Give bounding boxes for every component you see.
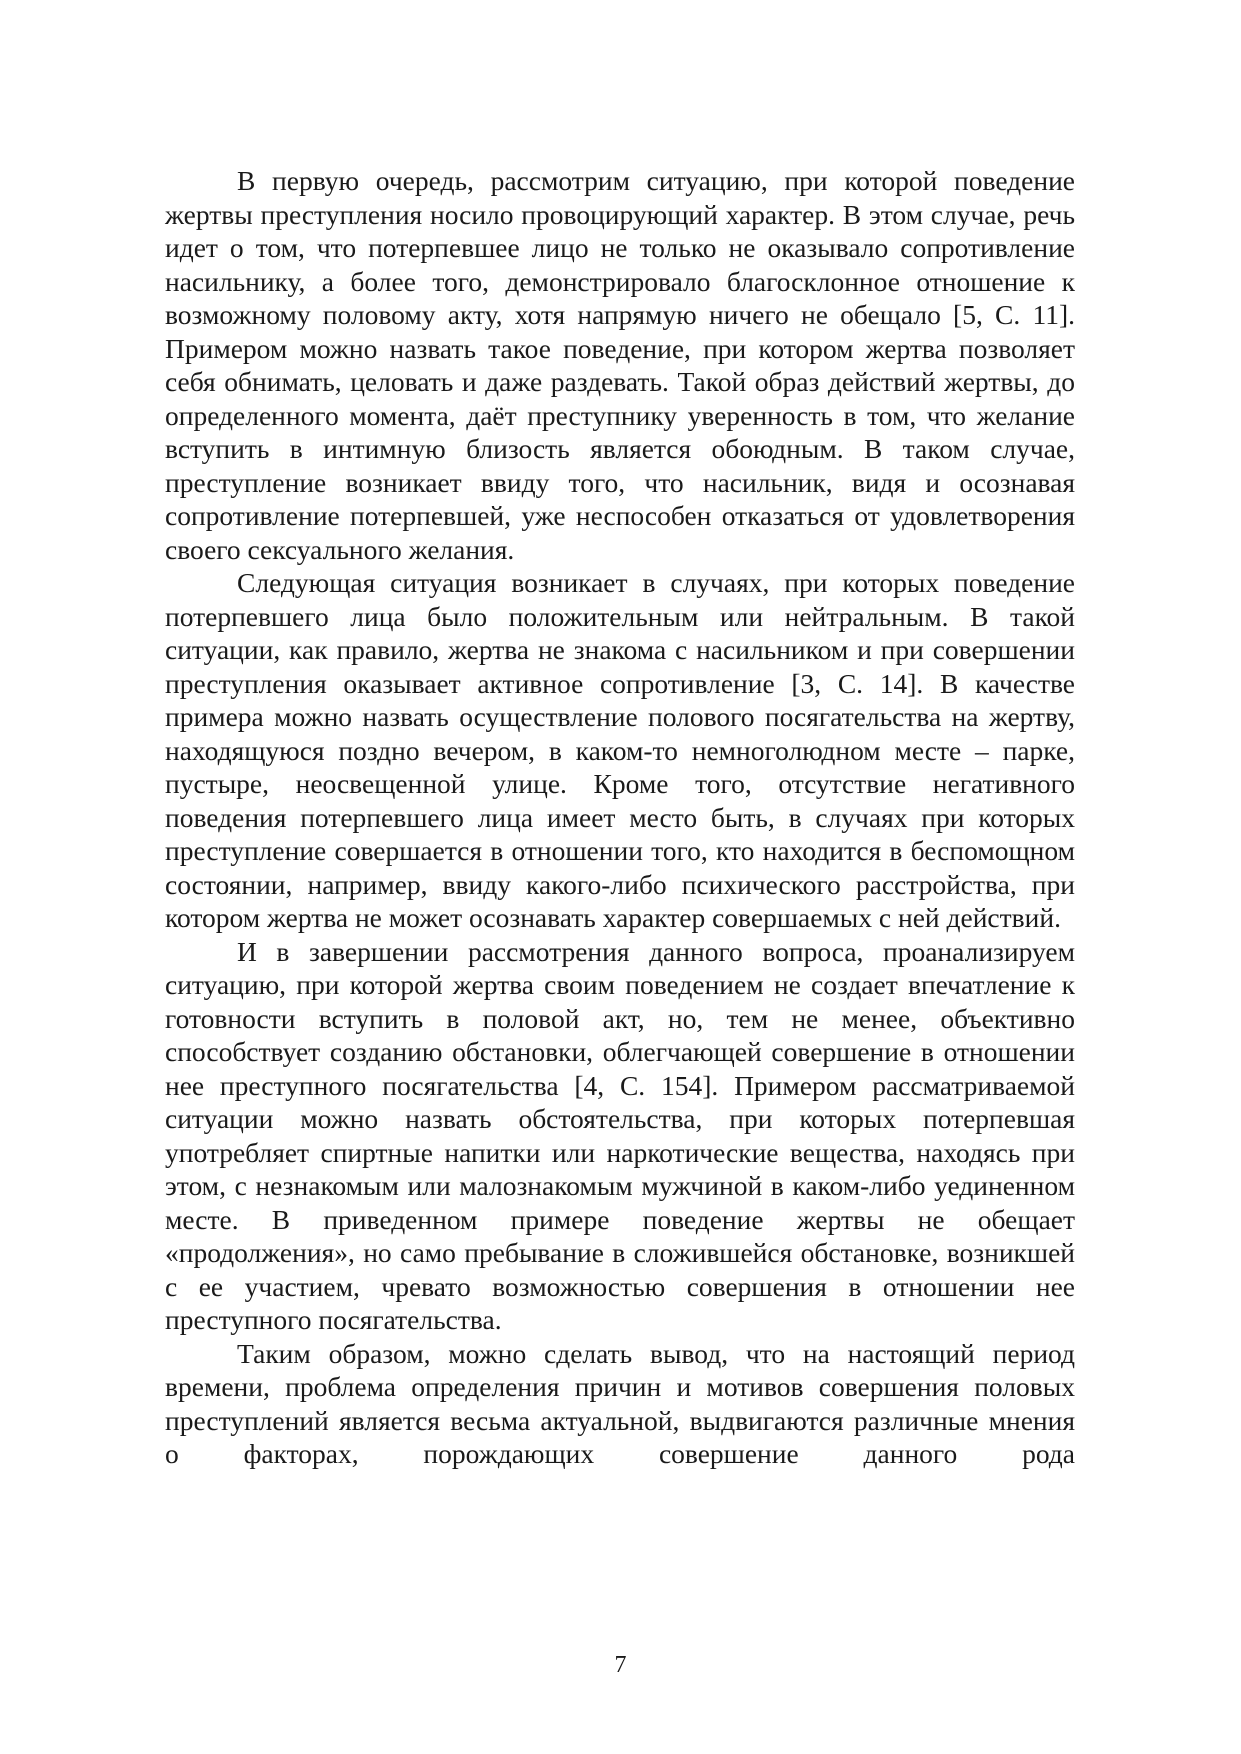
paragraph-neutral-behavior: Следующая ситуация возникает в случаях, при которых поведение потерпевшего лица было положительным или нейтральным. В такой ситуации, как правило, жертва не знакома с насильником и при совершении преступления оказывает активное сопротивление [3, С. 14]. В качестве примера можно назвать осуществление полового посягательства на жертву, находящуюся поздно вечером, в каком-то немноголюдном месте – парке, пустыре, неосвещенной улице. Кроме того, отсутствие негативного поведения потерпевшего лица имеет место быть, в случаях при которых преступление совершается в отношении того, кто находится в беспомощном состоянии, например, ввиду какого-либо психического расстройства, при котором жертва не может осознавать характер совершаемых с ней действий.	[165, 567, 1075, 933]
paragraph-conclusion: Таким образом, можно сделать вывод, что на настоящий период времени, проблема определения причин и мотивов совершения половых преступлений является весьма актуальной, выдвигаются различные мнения о факторах, порождающих совершение данного рода	[165, 1337, 1075, 1469]
body-text	[165, 164, 1075, 1471]
paragraph-provocative-behavior: В первую очередь, рассмотрим ситуацию, при которой поведение жертвы преступления носило провоцирующий характер. В этом случае, речь идет о том, что потерпевшее лицо не только не оказывало сопротивление насильнику, а более того, демонстрировало благосклонное отношение к возможному половому акту, хотя напрямую ничего не обещало [5, С. 11]. Примером можно назвать такое поведение, при котором жертва позволяет себя обнимать, целовать и даже раздевать. Такой образ действий жертвы, до определенного момента, даёт преступнику уверенность в том, что желание вступить в интимную близость является обоюдным. В таком случае, преступление возникает ввиду того, что насильник, видя и осознавая сопротивление потерпевшей, уже неспособен отказаться от удовлетворения своего сексуального желания.	[165, 165, 1075, 565]
page-number: 7	[614, 1652, 627, 1678]
paragraph-facilitating-behavior: И в завершении рассмотрения данного вопроса, проанализируем ситуацию, при которой жертва своим поведением не создает впечатление к готовности вступить в половой акт, но, тем не менее, объективно способствует созданию обстановки, облегчающей совершение в отношении нее преступного посягательства [4, С. 154]. Примером рассматриваемой ситуации можно назвать обстоятельства, при которых потерпевшая употребляет спиртные напитки или наркотические вещества, находясь при этом, с незнакомым или малознакомым мужчиной в каком-либо уединенном месте. В приведенном примере поведение жертвы не обещает «продолжения», но само пребывание в сложившейся обстановке, возникшей с ее участием, чревато возможностью совершения в отношении нее преступного посягательства.	[165, 935, 1075, 1335]
